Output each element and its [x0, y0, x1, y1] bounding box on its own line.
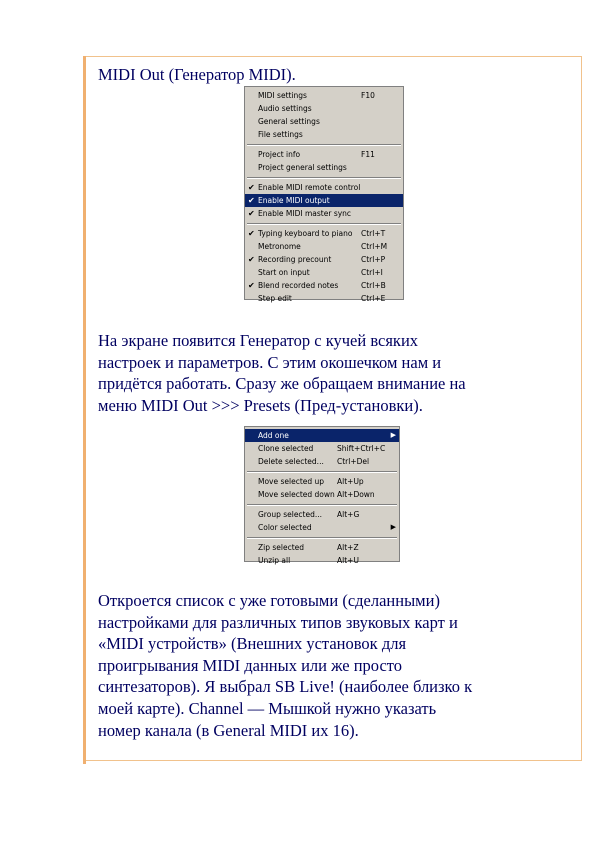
menu-item-shortcut: Alt+U: [337, 556, 359, 565]
options-menu-screenshot: [244, 86, 404, 303]
checkmark-icon: ✔: [248, 281, 255, 290]
menu-item-move-selected-up[interactable]: [245, 475, 399, 488]
menu-item-shortcut: Alt+Z: [337, 543, 359, 552]
menu-item-label: MIDI settings: [258, 91, 307, 100]
paragraph-2-line: синтезаторов). Я выбрал SB Live! (наиболее близко к: [98, 677, 473, 697]
menu-item-label: Enable MIDI remote control: [258, 183, 361, 192]
checkmark-icon: ✔: [248, 229, 255, 238]
menu-item-metronome[interactable]: [245, 240, 403, 253]
menu-item-label: Audio settings: [258, 104, 312, 113]
menu-item-shortcut: Ctrl+T: [361, 229, 386, 238]
menu-item-file-settings[interactable]: [245, 128, 403, 141]
menu-separator: [247, 537, 397, 539]
menu-item-label: Recording precount: [258, 255, 332, 264]
paragraph-1: [98, 330, 466, 416]
menu-item-shortcut: Ctrl+I: [361, 268, 383, 277]
menu-item-label: Enable MIDI output: [258, 196, 330, 205]
menu-item-general-settings[interactable]: [245, 115, 403, 128]
menu-item-label: Typing keyboard to piano: [258, 229, 353, 238]
menu-item-label: Blend recorded notes: [258, 281, 339, 290]
menu-item-clone-selected[interactable]: [245, 442, 399, 455]
menu-item-recording-precount[interactable]: [245, 253, 403, 266]
menu-item-shortcut: Ctrl+E: [361, 294, 386, 303]
menu-item-move-selected-down[interactable]: [245, 488, 399, 501]
menu-item-label: Enable MIDI master sync: [258, 209, 352, 218]
menu-item-add-one[interactable]: [245, 429, 399, 442]
menu-item-start-on-input[interactable]: [245, 266, 403, 279]
menu-item-enable-midi-output[interactable]: [245, 194, 403, 207]
menu-item-shortcut: Ctrl+B: [361, 281, 386, 290]
menu-item-label: Project general settings: [258, 163, 347, 172]
menu-item-label: File settings: [258, 130, 303, 139]
menu-item-label: Step edit: [258, 294, 292, 303]
presets-menu-screenshot: [244, 426, 400, 565]
paragraph-1-line: На экране появится Генератор с кучей всяких: [98, 331, 419, 350]
paragraph-2-line: номер канала (в General MIDI их 16).: [98, 720, 359, 740]
menu-item-shortcut: Shift+Ctrl+C: [337, 444, 386, 453]
menu-item-blend-recorded-notes[interactable]: [245, 279, 403, 292]
menu-item-step-edit[interactable]: [245, 292, 403, 305]
menu-separator: [247, 144, 401, 146]
heading-text: MIDI Out (Генератор MIDI).: [98, 65, 296, 84]
checkmark-icon: ✔: [248, 255, 255, 264]
checkmark-icon: ✔: [248, 196, 255, 205]
menu-item-label: Delete selected...: [258, 457, 324, 466]
menu-item-group-selected[interactable]: [245, 508, 399, 521]
menu-item-shortcut: Alt+G: [337, 510, 360, 519]
menu-item-label: Project info: [258, 150, 301, 159]
menu-item-shortcut: Alt+Up: [337, 477, 364, 486]
menu-item-shortcut: F10: [361, 91, 375, 100]
submenu-arrow-icon: ▶: [390, 523, 396, 531]
submenu-arrow-icon: ▶: [390, 431, 396, 439]
menu-item-label: Start on input: [258, 268, 310, 277]
menu-item-shortcut: Ctrl+P: [361, 255, 386, 264]
menu-separator: [247, 223, 401, 225]
left-accent-bar: [83, 56, 86, 764]
menu-item-project-info[interactable]: [245, 148, 403, 161]
paragraph-2-line: «MIDI устройств» (Внешних установок для: [98, 634, 407, 654]
menu-item-shortcut: Ctrl+M: [361, 242, 388, 251]
menu-item-project-general-settings[interactable]: [245, 161, 403, 174]
menu-separator: [247, 177, 401, 179]
menu-item-label: Add one: [258, 431, 289, 440]
menu-item-label: General settings: [258, 117, 320, 126]
menu-item-label: Metronome: [258, 242, 301, 251]
menu-item-audio-settings[interactable]: [245, 102, 403, 115]
menu-item-typing-keyboard-to-piano[interactable]: [245, 227, 403, 240]
menu-item-shortcut: F11: [361, 150, 375, 159]
menu-item-label: Group selected...: [258, 510, 323, 519]
menu-item-zip-selected[interactable]: [245, 541, 399, 554]
paragraph-1-line: настроек и параметров. С этим окошечком нам и: [98, 352, 442, 372]
menu-item-shortcut: Alt+Down: [337, 490, 375, 499]
heading: [98, 64, 296, 86]
menu-separator: [247, 504, 397, 506]
menu-item-label: Color selected: [258, 523, 312, 532]
checkmark-icon: ✔: [248, 209, 255, 218]
paragraph-1-line: придётся работать. Сразу же обращаем внимание на: [98, 374, 466, 394]
menu-item-label: Clone selected: [258, 444, 314, 453]
menu-item-shortcut: Ctrl+Del: [337, 457, 370, 466]
paragraph-2-line: моей карте). Channel — Мышкой нужно указать: [98, 698, 437, 718]
checkmark-icon: ✔: [248, 183, 255, 192]
menu-item-label: Zip selected: [258, 543, 305, 552]
menu-item-label: Unzip all: [258, 556, 291, 565]
menu-item-color-selected[interactable]: [245, 521, 399, 534]
menu-item-label: Move selected up: [258, 477, 325, 486]
menu-item-label: Move selected down: [258, 490, 335, 499]
menu-item-enable-midi-remote-control[interactable]: [245, 181, 403, 194]
paragraph-2-line: проигрывания MIDI данных или же просто: [98, 655, 403, 675]
menu-item-midi-settings[interactable]: [245, 89, 403, 102]
paragraph-2-line: настройками для различных типов звуковых карт и: [98, 612, 458, 632]
paragraph-2-line: Откроется список с уже готовыми (сделанными): [98, 591, 440, 610]
paragraph-1-line: меню MIDI Out >>> Presets (Пред-установки).: [98, 395, 423, 415]
menu-item-enable-midi-master-sync[interactable]: [245, 207, 403, 220]
menu-item-unzip-all[interactable]: [245, 554, 399, 567]
menu-separator: [247, 471, 397, 473]
paragraph-2: [98, 590, 472, 741]
menu-item-delete-selected[interactable]: [245, 455, 399, 468]
